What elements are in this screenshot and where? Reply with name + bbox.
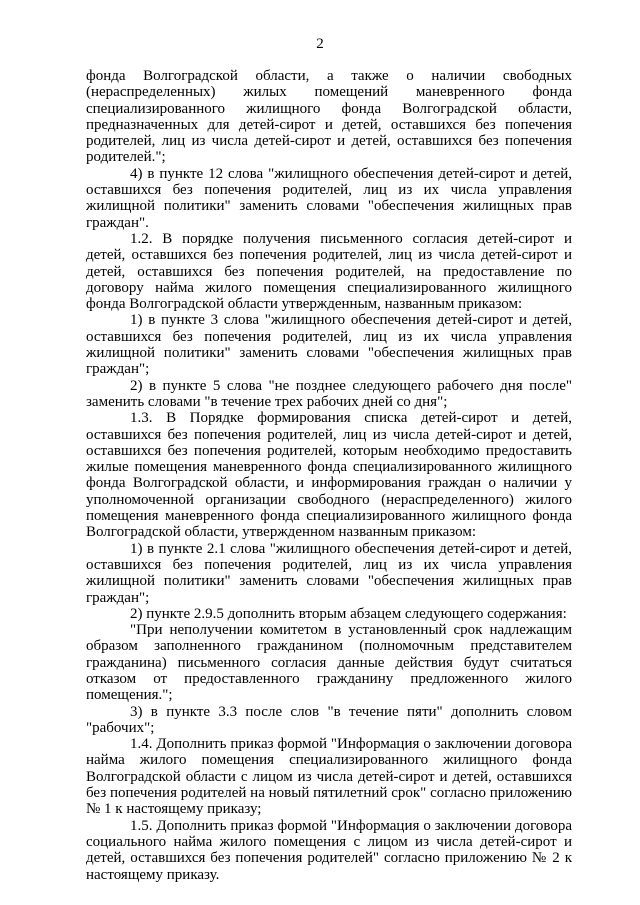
paragraph-quote: "При неполучении комитетом в установленный срок надлежащим образом заполненного гражданином (полномочным представителем гражданина) письменного согласия данные действия будут считаться отказом от предоставленного гражданину предложенного жилого помещения."; — [86, 622, 572, 704]
paragraph-item-2: 2) в пункте 5 слова "не позднее следующего рабочего дня после" заменить словами "в течение трех рабочих дней со дня"; — [86, 377, 572, 410]
paragraph-section-1-5: 1.5. Дополнить приказ формой "Информация о заключении договора социального найма жилого помещения с лицом из числа детей-сирот и детей, оставшихся без попечения родителей" согласно приложению № 2 к настоящему приказу. — [86, 817, 572, 883]
paragraph-section-1-3: 1.3. В Порядке формирования списка детей-сирот и детей, оставшихся без попечения родителей, лиц из числа детей-сирот и детей, оставшихся без попечения родителей, которым необходимо предоставить жилые помещения маневренного фонда специализированного жилищного фонда Волгоградской области, и информирования граждан о наличии у уполномоченной организации свободного (нераспределенного) жилого помещения маневренного фонда специализированного жилищного фонда Волгоградской области, утвержденном названным приказом: — [86, 410, 572, 541]
paragraph-item-2: 2) пункте 2.9.5 дополнить вторым абзацем следующего содержания: — [130, 605, 567, 622]
paragraph-section-1-2: 1.2. В порядке получения письменного согласия детей-сирот и детей, оставшихся без попечения родителей, лиц из числа детей-сирот и детей, оставшихся без попечения родителей, на предоставление по договору найма жилого помещения специализированного жилищного фонда Волгоградской области утвержденным, названным приказом: — [86, 230, 572, 313]
paragraph-item-1: 1) в пункте 2.1 слова "жилищного обеспечения детей-сирот и детей, оставшихся без попечения родителей, лиц из их числа управления жилищной политики" заменить словами "обеспечения жилищных прав граждан"; — [86, 540, 572, 606]
paragraph-continuation: фонда Волгоградской области, а также о наличии свободных (нераспределенных) жилых помещений маневренного фонда специализированного жилищного фонда Волгоградской области, предназначенных для детей-сирот и детей, оставшихся без попечения родителей, лиц из числа детей-сирот и детей, оставшихся без попечения родителей."; — [86, 68, 572, 166]
paragraph-item-4: 4) в пункте 12 слова "жилищного обеспечения детей-сирот и детей, оставшихся без попечения родителей, лиц из их числа управления жилищной политики" заменить словами "обеспечения жилищных прав граждан". — [86, 165, 572, 231]
paragraph-section-1-4: 1.4. Дополнить приказ формой "Информация о заключении договора найма жилого помещения специализированного жилищного фонда Волгоградской области с лицом из числа детей-сирот и детей, оставшихся без попечения родителей на новый пятилетний срок" согласно приложению № 1 к настоящему приказу; — [86, 736, 572, 818]
document-body — [86, 68, 572, 883]
page-number: 2 — [316, 36, 324, 52]
paragraph-item-3: 3) в пункте 3.3 после слов "в течение пяти" дополнить словом "рабочих"; — [86, 703, 572, 736]
paragraph-item-1: 1) в пункте 3 слова "жилищного обеспечения детей-сирот и детей, оставшихся без попечения родителей, лиц из их числа управления жилищной политики" заменить словами "обеспечения жилищных прав граждан"; — [86, 312, 572, 378]
